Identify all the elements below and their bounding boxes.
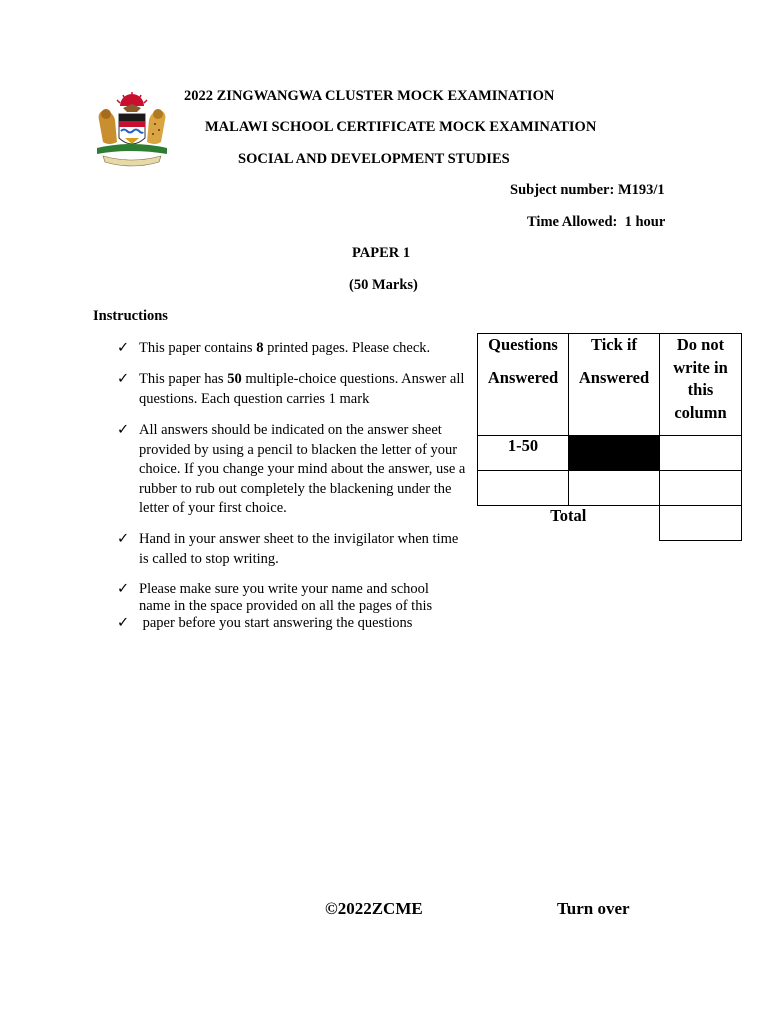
time-allowed: Time Allowed: 1 hour <box>527 214 666 230</box>
instructions-heading: Instructions <box>93 308 168 324</box>
copyright-notice: ©2022ZCME <box>325 899 423 918</box>
question-range-cell: 1-50 <box>478 436 569 471</box>
check-icon: ✓ <box>117 422 130 438</box>
exam-title: 2022 ZINGWANGWA CLUSTER MOCK EXAMINATION <box>184 88 555 104</box>
turn-over-note: Turn over <box>557 899 630 918</box>
paper-number: PAPER 1 <box>352 245 411 261</box>
answer-record-table <box>477 333 742 541</box>
questions-answered-header: Questions Answered <box>478 334 569 436</box>
tick-if-answered-header: Tick if Answered <box>569 334 660 436</box>
empty-cell <box>478 471 569 506</box>
blacked-out-cell <box>569 436 660 471</box>
check-icon: ✓ <box>117 581 130 597</box>
marker-cell <box>660 436 742 471</box>
coat-of-arms-emblem <box>93 90 171 170</box>
empty-cell <box>569 471 660 506</box>
do-not-write-header: Do not write in this column <box>660 334 742 436</box>
certificate-title: MALAWI SCHOOL CERTIFICATE MOCK EXAMINATION <box>205 119 597 135</box>
total-score-cell <box>660 506 742 541</box>
check-icon: ✓ <box>117 340 130 356</box>
marker-cell <box>660 471 742 506</box>
check-icon: ✓ <box>117 531 130 547</box>
subject-title: SOCIAL AND DEVELOPMENT STUDIES <box>238 151 510 167</box>
check-icon: ✓ <box>117 615 130 631</box>
total-marks: (50 Marks) <box>349 277 418 293</box>
check-icon: ✓ <box>117 371 130 387</box>
total-label-cell: Total <box>478 506 660 541</box>
subject-number: Subject number: M193/1 <box>510 182 665 198</box>
